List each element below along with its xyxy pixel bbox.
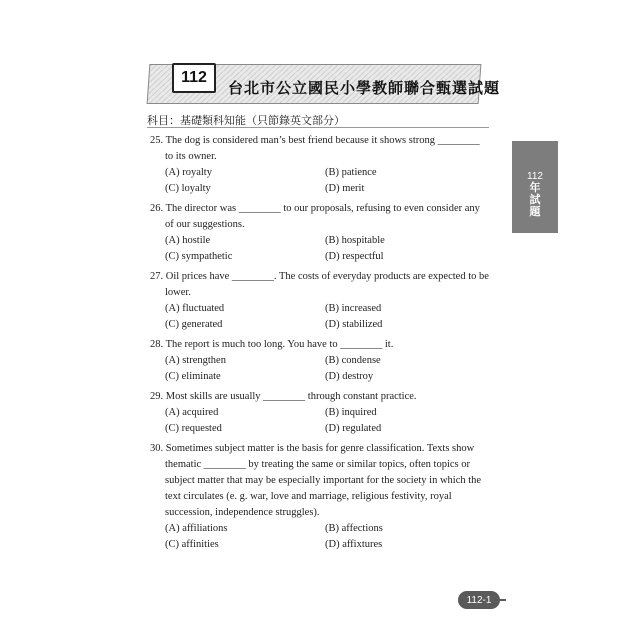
option-c: (C) eliminate: [165, 371, 221, 382]
side-tab-year: 112: [527, 171, 543, 182]
option-d: (D) stabilized: [325, 319, 383, 330]
option-b: (B) hospitable: [325, 235, 385, 246]
question-number: 27.: [150, 271, 164, 282]
question-29: [150, 389, 490, 437]
option-b: (B) condense: [325, 355, 381, 366]
option-c: (C) generated: [165, 319, 223, 330]
question-text: The director was ________ to our proposals, refusing to even consider any of our suggestions.: [165, 203, 480, 230]
question-stem: [150, 133, 490, 165]
question-26: [150, 201, 490, 265]
question-stem: [150, 269, 490, 301]
option-b: (B) affections: [325, 523, 383, 534]
question-number: 28.: [150, 339, 164, 350]
question-25: [150, 133, 490, 197]
question-text: Most skills are usually ________ through constant practice.: [165, 391, 417, 402]
page-number-tab: [498, 599, 506, 601]
question-text: The dog is considered man’s best friend because it shows strong ________ to its owner.: [165, 135, 480, 162]
option-a: (A) acquired: [165, 407, 219, 418]
option-grid: [150, 233, 490, 265]
option-b: (B) patience: [325, 167, 377, 178]
question-30: [150, 441, 490, 553]
option-grid: [150, 301, 490, 333]
option-a: (A) fluctuated: [165, 303, 225, 314]
option-d: (D) destroy: [325, 371, 374, 382]
exam-year-badge: 112: [172, 63, 216, 93]
subject-divider: [147, 127, 489, 128]
question-number: 26.: [150, 203, 164, 214]
option-c: (C) sympathetic: [165, 251, 233, 262]
option-d: (D) respectful: [325, 251, 384, 262]
subject-line: 科目：基礎類科知能（只節錄英文部分）: [147, 114, 345, 127]
side-tab-label: 年試題: [529, 181, 541, 218]
question-text: Oil prices have ________. The costs of everyday products are expected to be lower.: [165, 271, 489, 298]
option-a: (A) strengthen: [165, 355, 226, 366]
question-text: The report is much too long. You have to ________ it.: [165, 339, 394, 350]
option-d: (D) affixtures: [325, 539, 383, 550]
option-grid: [150, 405, 490, 437]
option-grid: [150, 521, 490, 553]
option-d: (D) merit: [325, 183, 365, 194]
question-stem: [150, 389, 490, 405]
option-grid: [150, 353, 490, 385]
question-text: Sometimes subject matter is the basis for genre classification. Texts show thematic ________ by treating the same or similar topics, often topics or subject matter that may be especially important for the society in which the text circulates (e. g. war, love and marriage, religious festivity, royal succession, independence struggles).: [165, 443, 482, 518]
question-number: 25.: [150, 135, 164, 146]
option-d: (D) regulated: [325, 423, 382, 434]
question-list: [150, 133, 490, 557]
option-c: (C) requested: [165, 423, 222, 434]
option-a: (A) royalty: [165, 167, 212, 178]
question-28: [150, 337, 490, 385]
side-year-tab: [512, 141, 558, 233]
option-b: (B) inquired: [325, 407, 377, 418]
question-number: 29.: [150, 391, 164, 402]
page-number: 112-1: [458, 591, 500, 609]
option-grid: [150, 165, 490, 197]
option-a: (A) hostile: [165, 235, 211, 246]
exam-title: 台北市公立國民小學教師聯合甄選試題: [228, 79, 501, 97]
option-a: (A) affiliations: [165, 523, 228, 534]
option-c: (C) loyalty: [165, 183, 211, 194]
question-stem: [150, 201, 490, 233]
option-b: (B) increased: [325, 303, 382, 314]
option-c: (C) affinities: [165, 539, 219, 550]
question-stem: [150, 441, 490, 521]
question-27: [150, 269, 490, 333]
question-stem: [150, 337, 490, 353]
question-number: 30.: [150, 443, 164, 454]
